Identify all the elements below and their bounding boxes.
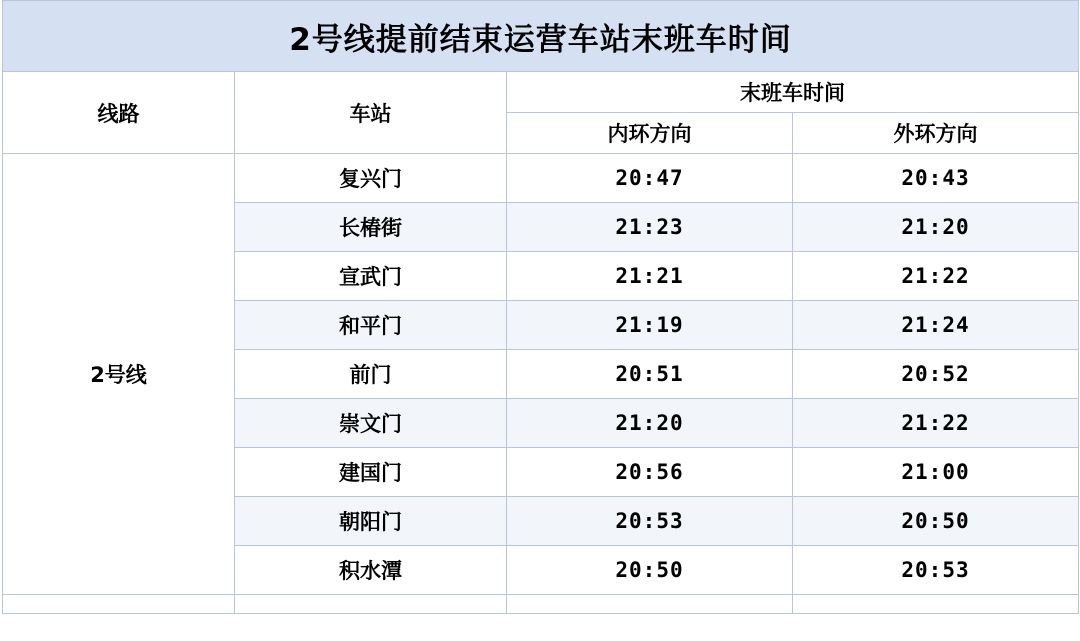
line-label: 2号线	[3, 154, 235, 595]
outer-loop-time: 21:22	[793, 399, 1079, 448]
title-row	[3, 1, 1079, 72]
station-name: 复兴门	[235, 154, 507, 203]
inner-loop-time: 21:20	[507, 399, 793, 448]
strip-cell-station	[235, 595, 507, 614]
outer-loop-time: 21:22	[793, 252, 1079, 301]
station-name: 前门	[235, 350, 507, 399]
outer-loop-time: 20:52	[793, 350, 1079, 399]
station-name: 建国门	[235, 448, 507, 497]
header-inner-loop: 内环方向	[507, 113, 793, 154]
inner-loop-time: 21:21	[507, 252, 793, 301]
outer-loop-time: 20:50	[793, 497, 1079, 546]
station-name: 和平门	[235, 301, 507, 350]
strip-cell-inner	[507, 595, 793, 614]
station-name: 长椿街	[235, 203, 507, 252]
outer-loop-time: 20:53	[793, 546, 1079, 595]
header-outer-loop: 外环方向	[793, 113, 1079, 154]
header-line: 线路	[3, 72, 235, 154]
inner-loop-time: 20:51	[507, 350, 793, 399]
inner-loop-time: 20:50	[507, 546, 793, 595]
outer-loop-time: 21:00	[793, 448, 1079, 497]
header-row-top	[3, 72, 1079, 113]
table-row	[3, 154, 1079, 203]
inner-loop-time: 21:23	[507, 203, 793, 252]
inner-loop-time: 21:19	[507, 301, 793, 350]
outer-loop-time: 21:20	[793, 203, 1079, 252]
station-name: 积水潭	[235, 546, 507, 595]
table-bottom-strip	[3, 595, 1079, 614]
inner-loop-time: 20:56	[507, 448, 793, 497]
page-title: 2号线提前结束运营车站末班车时间	[3, 1, 1079, 72]
outer-loop-time: 21:24	[793, 301, 1079, 350]
header-last-train-time: 末班车时间	[507, 72, 1079, 113]
inner-loop-time: 20:47	[507, 154, 793, 203]
strip-cell-line	[3, 595, 235, 614]
station-name: 朝阳门	[235, 497, 507, 546]
last-train-schedule-table	[2, 0, 1079, 614]
strip-cell-outer	[793, 595, 1079, 614]
station-name: 宣武门	[235, 252, 507, 301]
inner-loop-time: 20:53	[507, 497, 793, 546]
header-station: 车站	[235, 72, 507, 154]
outer-loop-time: 20:43	[793, 154, 1079, 203]
station-name: 崇文门	[235, 399, 507, 448]
